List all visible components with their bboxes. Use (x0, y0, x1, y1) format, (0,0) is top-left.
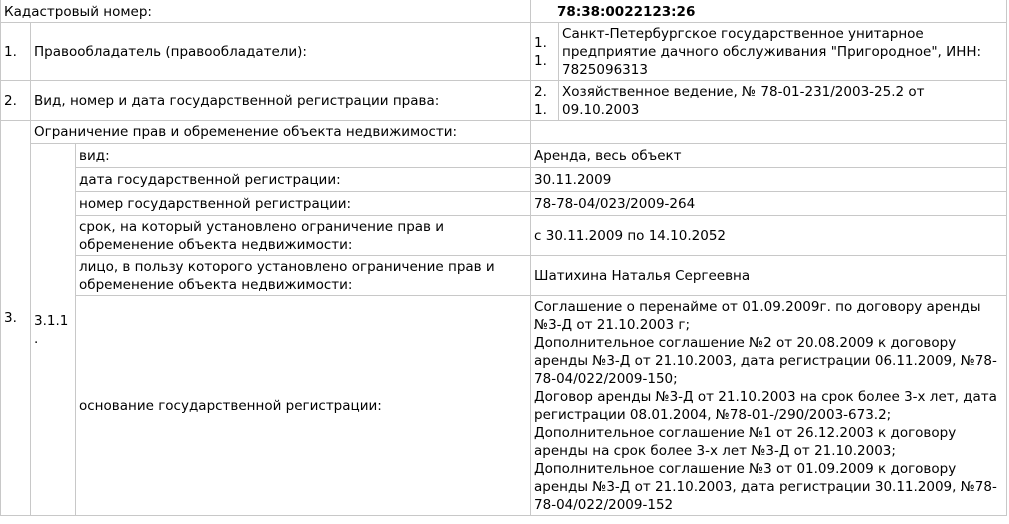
cadastral-number-label: Кадастровый номер: (1, 0, 531, 23)
cadastral-number-row (1, 0, 1007, 23)
encumbrance-beneficiary-row (1, 256, 1007, 296)
sub-number: 1.1. (531, 23, 559, 81)
encumbrance-term-row (1, 216, 1007, 256)
right-holder-label: Правообладатель (правообладатели): (31, 23, 531, 81)
basis-label: основание государственной регистрации: (76, 296, 531, 516)
row-number: 1. (1, 23, 31, 81)
encumbrance-type-row (1, 144, 1007, 168)
basis-value (531, 296, 1007, 516)
field-value: с 30.11.2009 по 14.10.2052 (531, 216, 1007, 256)
sub-number: 2.1. (531, 81, 559, 121)
field-label: срок, на который установлено ограничение прав и обременение объекта недвижимости: (76, 216, 531, 256)
field-value: 78-78-04/023/2009-264 (531, 192, 1007, 216)
right-holder-value: Санкт-Петербургское государственное унитарное предприятие дачного обслуживания "Пригородное", ИНН: 7825096313 (559, 23, 1007, 81)
encumbrance-basis-row (1, 296, 1007, 516)
basis-line: Дополнительное соглашение №3 от 01.09.2009 к договору аренды №3-Д от 21.10.2003, дата регистрации 30.11.2009, №78-78-04/022/2009-152 (534, 460, 997, 513)
field-label: лицо, в пользу которого установлено ограничение прав и обременение объекта недвижимости: (76, 256, 531, 296)
right-holder-row (1, 23, 1007, 81)
cadastral-number-value: 78:38:0022123:26 (531, 0, 1007, 23)
encumbrance-title-empty (531, 121, 1007, 144)
field-value: Шатихина Наталья Сергеевна (531, 256, 1007, 296)
encumbrance-date-row (1, 168, 1007, 192)
field-value: 30.11.2009 (531, 168, 1007, 192)
registration-row (1, 81, 1007, 121)
basis-line: Соглашение о перенайме от 01.09.2009г. по договору аренды №3-Д от 21.10.2003 г; (534, 298, 981, 333)
basis-line: Дополнительное соглашение №2 от 20.08.2009 к договору аренды №3-Д от 21.10.2003, дата регистрации 06.11.2009, №78-78-04/022/2009-150; (534, 334, 997, 387)
registration-label: Вид, номер и дата государственной регистрации права: (31, 81, 531, 121)
field-value: Аренда, весь объект (531, 144, 1007, 168)
encumbrance-title: Ограничение прав и обременение объекта недвижимости: (31, 121, 531, 144)
row-number: 3. (1, 121, 31, 516)
row-number: 2. (1, 81, 31, 121)
field-label: дата государственной регистрации: (76, 168, 531, 192)
encumbrance-sub-number: 3.1.1. (31, 144, 76, 516)
basis-line: Договор аренды №3-Д от 21.10.2003 на срок более 3-х лет, дата регистрации 08.01.2004, №78-01-/290/2003-673.2; (534, 388, 997, 423)
encumbrance-title-row (1, 121, 1007, 144)
field-label: номер государственной регистрации: (76, 192, 531, 216)
encumbrance-number-row (1, 192, 1007, 216)
basis-line: Дополнительное соглашение №1 от 26.12.2003 к договору аренды на срок более 3-х лет №3-Д от 21.10.2003; (534, 424, 957, 459)
field-label: вид: (76, 144, 531, 168)
registration-value: Хозяйственное ведение, № 78-01-231/2003-25.2 от 09.10.2003 (559, 81, 1007, 121)
